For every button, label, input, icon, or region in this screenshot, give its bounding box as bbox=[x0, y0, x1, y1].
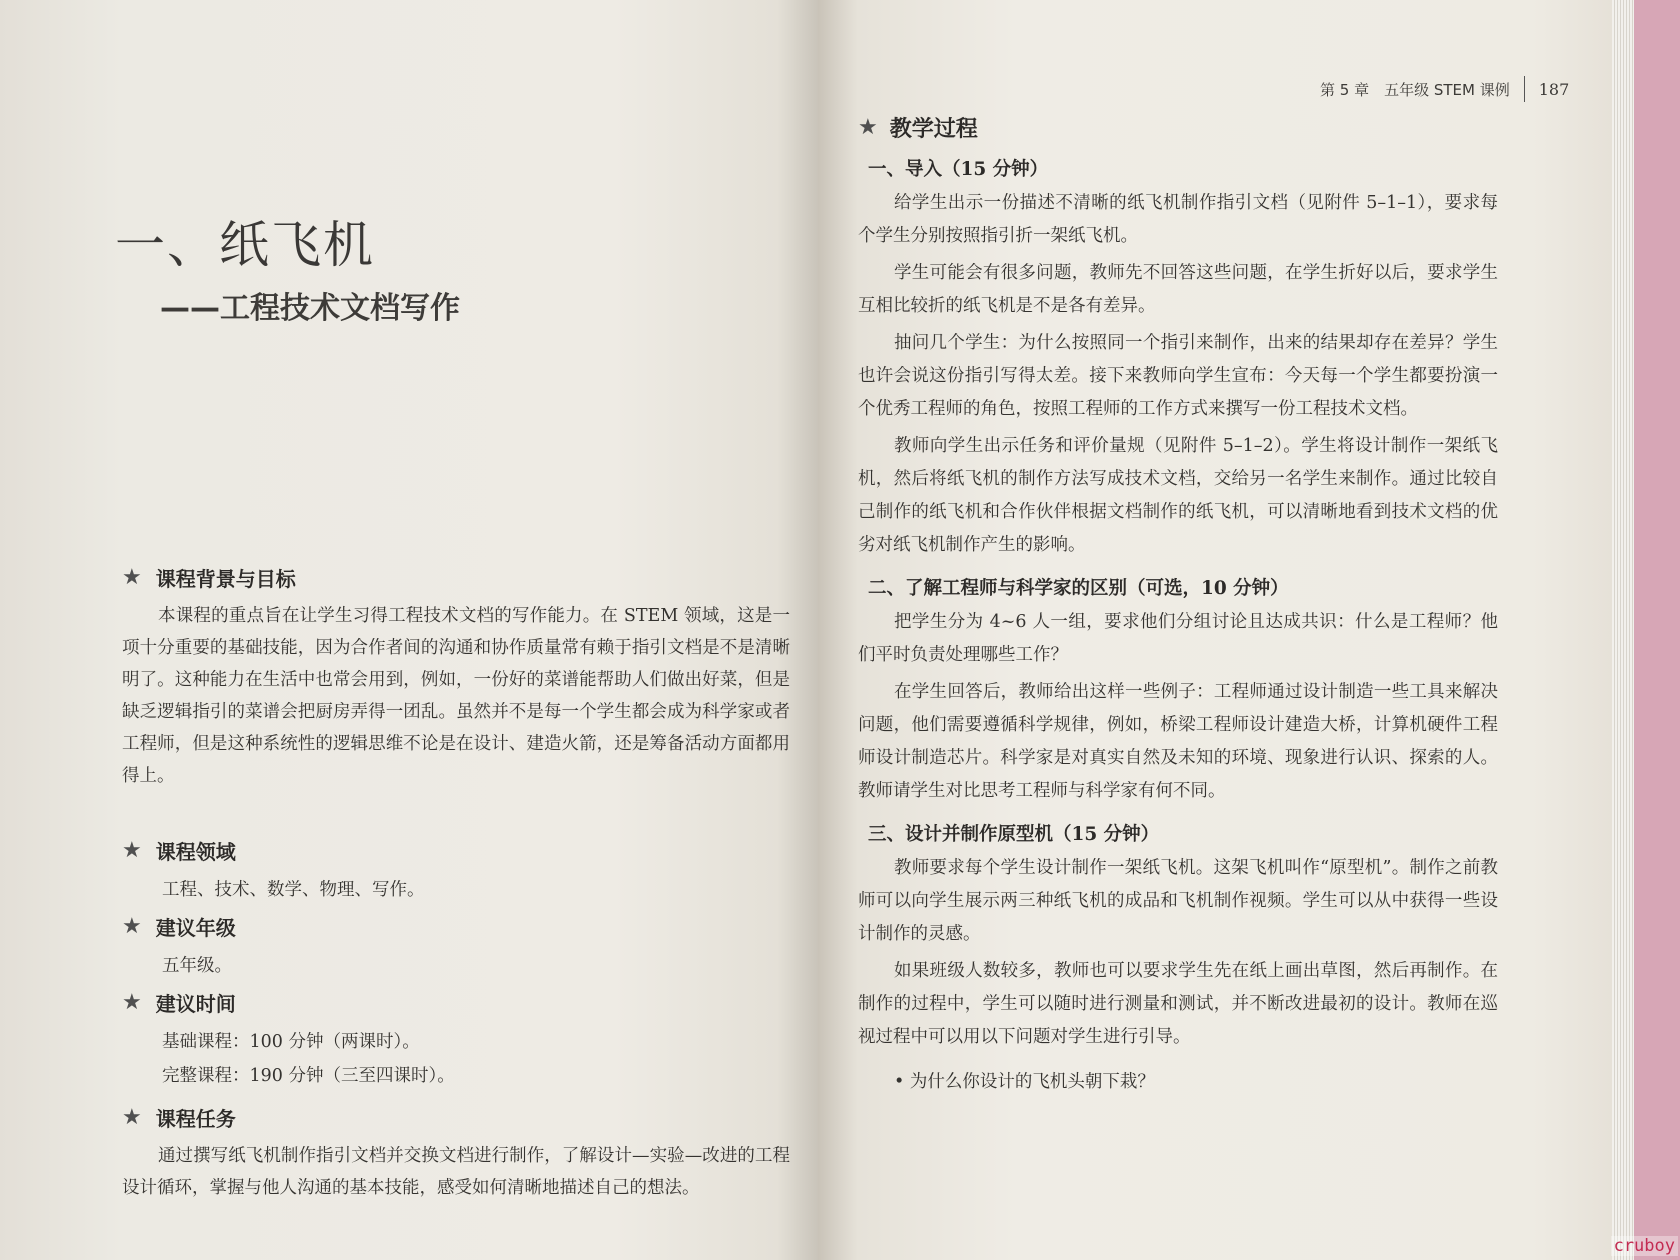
star-icon: ★ bbox=[122, 565, 142, 590]
subsection-heading: 二、了解工程师与科学家的区别（可选，10 分钟） bbox=[868, 578, 1289, 599]
section-heading: 建议时间 bbox=[155, 992, 236, 1016]
teaching-process bbox=[858, 112, 1498, 1098]
bullet-item: • 为什么你设计的飞机头朝下栽？ bbox=[894, 1072, 1155, 1092]
section-paragraph: 本课程的重点旨在让学生习得工程技术文档的写作能力。在 STEM 领域，这是一项十分重要的基础技能，因为合作者间的沟通和协作质量常有赖于指引文档是不是清晰明了。这种能力在生活中也常会用到，例如，一份好的菜谱能帮助人们做出好菜，但是缺乏逻辑指引的菜谱会把厨房弄得一团乱。虽然并不是每一个学生都会成为科学家或者工程师，但是这种系统性的逻辑思维不论是在设计、建造火箭，还是筹备活动方面都用得上。 bbox=[122, 606, 790, 786]
section-paragraph: 通过撰写纸飞机制作指引文档并交换文档进行制作，了解设计—实验—改进的工程设计循环，掌握与他人沟通的基本技能，感受如何清晰地描述自己的想法。 bbox=[122, 1146, 790, 1198]
paragraph: 教师向学生出示任务和评价量规（见附件 5–1–2）。学生将设计制作一架纸飞机，然后将纸飞机的制作方法写成技术文档，交给另一名学生来制作。通过比较自己制作的纸飞机和合作伙伴根据文档制作的纸飞机，可以清晰地看到技术文档的优劣对纸飞机制作产生的影响。 bbox=[858, 436, 1498, 555]
paragraph: 教师要求每个学生设计制作一架纸飞机。这架飞机叫作“原型机”。制作之前教师可以向学生展示两三种纸飞机的成品和飞机制作视频。学生可以从中获得一些设计制作的灵感。 bbox=[858, 858, 1498, 944]
section-grade bbox=[122, 912, 790, 983]
left-page bbox=[0, 0, 818, 1260]
paragraph: 把学生分为 4~6 人一组，要求他们分组讨论且达成共识：什么是工程师？他们平时负责处理哪些工作？ bbox=[858, 612, 1498, 665]
section-line: 基础课程：100 分钟（两课时）。 bbox=[162, 1032, 420, 1052]
section-background-goals bbox=[122, 563, 790, 792]
section-domain bbox=[122, 836, 790, 907]
watermark: cruboy bbox=[1611, 1236, 1678, 1256]
subsection-heading: 一、导入（15 分钟） bbox=[868, 159, 1049, 180]
star-icon: ★ bbox=[122, 838, 142, 863]
paragraph: 抽问几个学生：为什么按照同一个指引来制作，出来的结果却存在差异？学生也许会说这份指引写得太差。接下来教师向学生宣布：今天每一个学生都要扮演一个优秀工程师的角色，按照工程师的工作方式来撰写一份工程技术文档。 bbox=[858, 333, 1498, 419]
star-icon: ★ bbox=[122, 990, 142, 1015]
page-edges bbox=[1612, 0, 1634, 1260]
divider bbox=[1524, 76, 1525, 102]
section-line: 五年级。 bbox=[162, 956, 232, 976]
section-heading: 建议年级 bbox=[155, 916, 236, 940]
section-time bbox=[122, 988, 790, 1093]
star-icon: ★ bbox=[122, 914, 142, 939]
section-line: 工程、技术、数学、物理、写作。 bbox=[162, 880, 425, 900]
page-number: 187 bbox=[1538, 79, 1570, 99]
paragraph: 如果班级人数较多，教师也可以要求学生先在纸上画出草图，然后再制作。在制作的过程中，学生可以随时进行测量和测试，并不断改进最初的设计。教师在巡视过程中可以用以下问题对学生进行引导。 bbox=[858, 961, 1498, 1047]
subsection-heading: 三、设计并制作原型机（15 分钟） bbox=[868, 824, 1160, 845]
section-heading: 课程任务 bbox=[155, 1107, 236, 1131]
section-task bbox=[122, 1103, 790, 1204]
running-head-text: 第 5 章 五年级 STEM 课例 bbox=[1320, 80, 1510, 99]
paragraph: 在学生回答后，教师给出这样一些例子：工程师通过设计制造一些工具来解决问题，他们需要遵循科学规律，例如，桥梁工程师设计建造大桥，计算机硬件工程师设计制造芯片。科学家是对真实自然及未知的环境、现象进行认识、探索的人。教师请学生对比思考工程师与科学家有何不同。 bbox=[858, 682, 1498, 801]
section-heading: 课程背景与目标 bbox=[155, 567, 296, 591]
star-icon: ★ bbox=[122, 1105, 142, 1130]
paragraph: 给学生出示一份描述不清晰的纸飞机制作指引文档（见附件 5–1–1），要求每个学生分别按照指引折一架纸飞机。 bbox=[858, 193, 1498, 246]
running-head bbox=[1320, 76, 1569, 102]
background-fabric bbox=[1634, 0, 1680, 1260]
section-line: 完整课程：190 分钟（三至四课时）。 bbox=[162, 1066, 455, 1086]
main-heading: 教学过程 bbox=[889, 117, 978, 142]
section-heading: 课程领域 bbox=[155, 840, 236, 864]
chapter-title: 一、纸飞机 bbox=[115, 216, 375, 274]
chapter-subtitle: ——工程技术文档写作 bbox=[160, 291, 460, 326]
star-icon: ★ bbox=[858, 115, 878, 140]
paragraph: 学生可能会有很多问题，教师先不回答这些问题，在学生折好以后，要求学生互相比较折的纸飞机是不是各有差异。 bbox=[858, 263, 1498, 316]
